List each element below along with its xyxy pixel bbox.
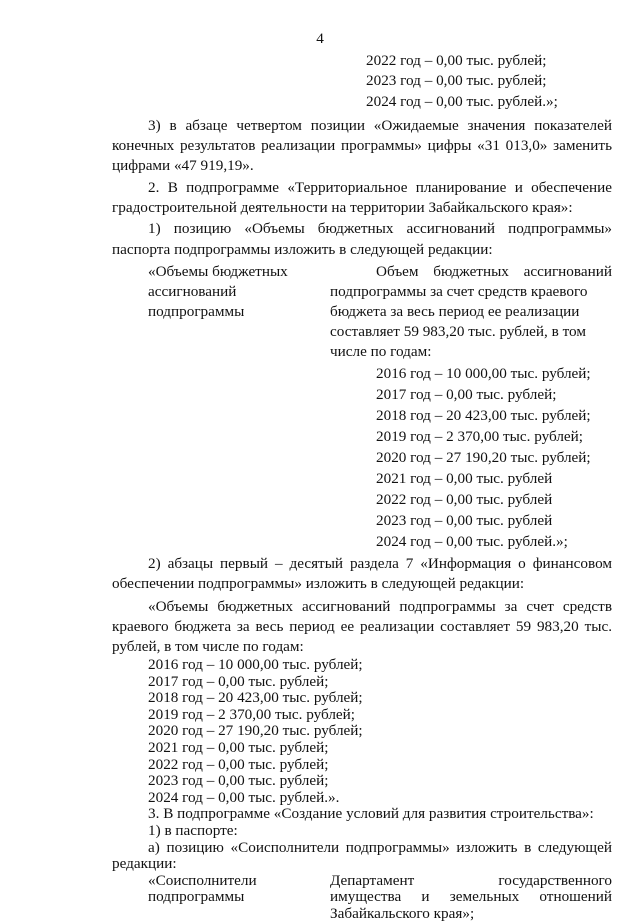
paragraph-line: цифрами «47 919,19».: [112, 157, 254, 174]
paragraph-line: 2) абзацы первый – десятый раздела 7 «Информация о финансовом: [148, 555, 612, 572]
table-right-cell: составляет 59 983,20 тыс. рублей, в том: [330, 323, 586, 340]
paragraph-line: 3. В подпрограмме «Создание условий для развития строительства»:: [148, 805, 594, 823]
year-line: 2017 год – 0,00 тыс. рублей;: [148, 672, 329, 690]
year-line: 2017 год – 0,00 тыс. рублей;: [376, 386, 557, 403]
year-line: 2019 год – 2 370,00 тыс. рублей;: [148, 705, 356, 723]
year-line: 2020 год – 27 190,20 тыс. рублей;: [376, 449, 591, 466]
table-right-cell: имущества и земельных отношений: [330, 888, 612, 906]
table-left-cell: подпрограммы: [148, 303, 245, 320]
paragraph-line: «Объемы бюджетных ассигнований подпрограммы за счет средств: [148, 598, 612, 615]
year-line: 2018 год – 20 423,00 тыс. рублей;: [148, 689, 363, 707]
page-number: 4: [316, 30, 324, 47]
year-line: 2023 год – 0,00 тыс. рублей;: [148, 772, 329, 790]
year-line: 2020 год – 27 190,20 тыс. рублей;: [148, 722, 363, 740]
year-line: 2019 год – 2 370,00 тыс. рублей;: [376, 428, 584, 445]
paragraph-line: градостроительной деятельности на территории Забайкальского края»:: [112, 199, 573, 216]
year-line: 2021 год – 0,00 тыс. рублей: [376, 470, 553, 487]
table-right-cell: Департамент государственного: [330, 871, 612, 889]
year-line: 2016 год – 10 000,00 тыс. рублей;: [148, 656, 363, 673]
paragraph-line: а) позицию «Соисполнители подпрограммы» изложить в следующей: [148, 838, 612, 856]
year-line: 2024 год – 0,00 тыс. рублей.»;: [366, 93, 558, 110]
table-right-cell: подпрограммы за счет средств краевого: [330, 283, 588, 300]
year-line: 2024 год – 0,00 тыс. рублей.».: [148, 788, 340, 806]
paragraph-line: 2. В подпрограмме «Территориальное планирование и обеспечение: [148, 179, 612, 196]
paragraph-line: редакции:: [112, 855, 177, 873]
paragraph-line: 3) в абзаце четвертом позиции «Ожидаемые значения показателей: [148, 117, 612, 134]
year-line: 2022 год – 0,00 тыс. рублей: [376, 491, 553, 508]
year-line: 2022 год – 0,00 тыс. рублей;: [366, 52, 547, 69]
table-right-cell: бюджета за весь период ее реализации: [330, 303, 580, 320]
year-line: 2023 год – 0,00 тыс. рублей;: [366, 72, 547, 89]
paragraph-line: рублей, в том числе по годам:: [112, 638, 304, 655]
table-left-cell: подпрограммы: [148, 888, 245, 906]
year-line: 2023 год – 0,00 тыс. рублей: [376, 512, 553, 529]
paragraph-line: паспорта подпрограммы изложить в следующей редакции:: [112, 241, 493, 258]
table-left-cell: «Соисполнители: [148, 871, 257, 889]
paragraph-line: конечных результатов реализации программы» цифры «31 013,0» заменить: [112, 137, 612, 154]
table-left-cell: «Объемы бюджетных: [148, 263, 288, 280]
table-right-cell: Забайкальского края»;: [330, 905, 475, 922]
paragraph-line: обеспечении подпрограммы» изложить в следующей редакции:: [112, 575, 525, 592]
year-line: 2016 год – 10 000,00 тыс. рублей;: [376, 365, 591, 382]
table-left-cell: ассигнований: [148, 283, 237, 300]
table-right-cell: Объем бюджетных ассигнований: [376, 263, 612, 280]
year-line: 2021 год – 0,00 тыс. рублей;: [148, 739, 329, 756]
paragraph-line: краевого бюджета за весь период ее реализации составляет 59 983,20 тыс.: [112, 618, 612, 635]
paragraph-line: 1) позицию «Объемы бюджетных ассигнований подпрограммы»: [148, 220, 612, 237]
table-right-cell: числе по годам:: [330, 343, 432, 360]
year-line: 2022 год – 0,00 тыс. рублей;: [148, 755, 329, 773]
year-line: 2024 год – 0,00 тыс. рублей.»;: [376, 533, 568, 550]
year-line: 2018 год – 20 423,00 тыс. рублей;: [376, 407, 591, 424]
paragraph-line: 1) в паспорте:: [148, 822, 238, 839]
